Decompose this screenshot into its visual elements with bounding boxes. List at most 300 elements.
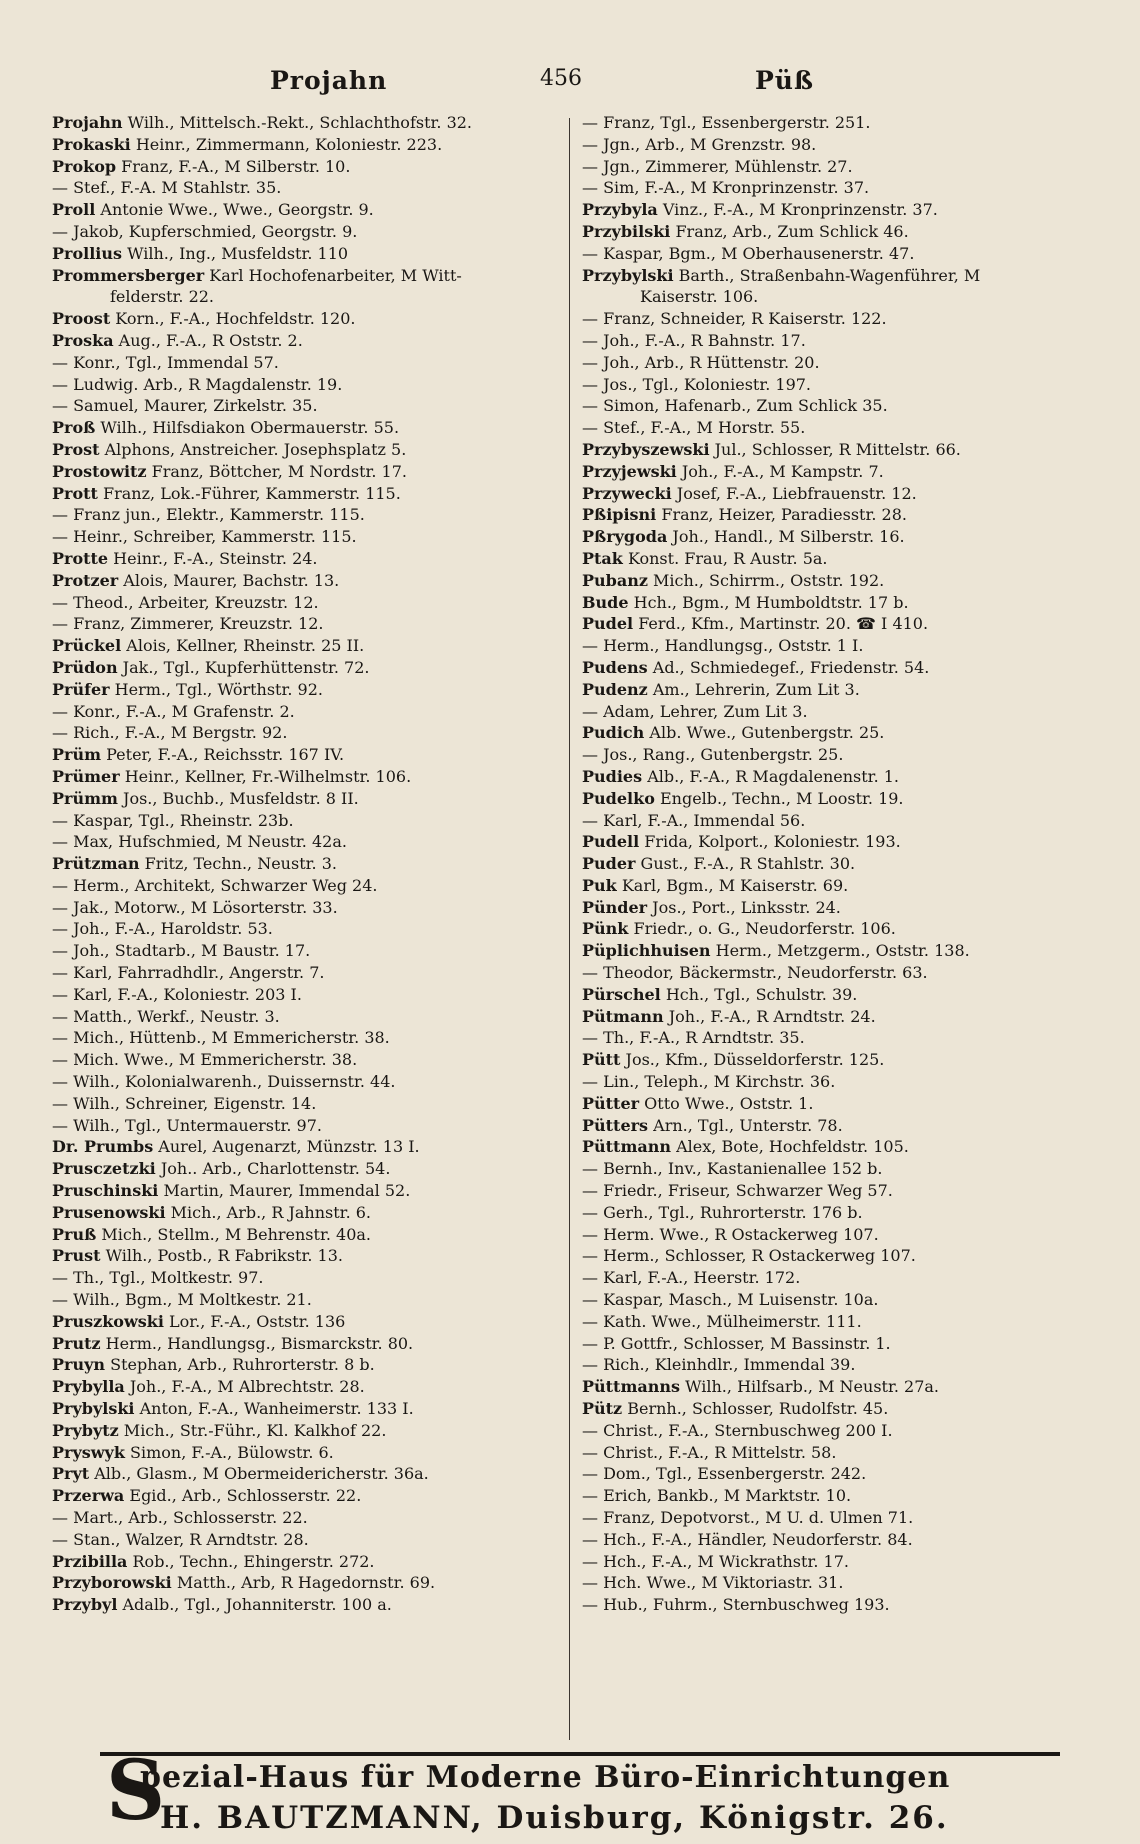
- entry-surname: Püplichhuisen: [582, 941, 711, 961]
- entry-details: Simon, F.-A., Bülowstr. 6.: [124, 1442, 334, 1462]
- directory-entry: [582, 1354, 1107, 1376]
- directory-entry: [52, 1354, 572, 1376]
- directory-entry: [582, 1289, 1107, 1311]
- directory-entry: [582, 613, 1107, 635]
- entry-details: Alb. Wwe., Gutenbergstr. 25.: [644, 723, 885, 743]
- entry-details: Alb., F.-A., R Magdalenenstr. 1.: [642, 766, 900, 786]
- entry-details: — Joh., Stadtarb., M Baustr. 17.: [52, 941, 311, 961]
- phone-number: I 410.: [881, 614, 929, 634]
- entry-details: Jos., Kfm., Düsseldorferstr. 125.: [620, 1050, 885, 1070]
- entry-details: Anton, F.-A., Wanheimerstr. 133 I.: [134, 1399, 414, 1419]
- directory-entry: [582, 1049, 1107, 1071]
- directory-entry: [582, 1333, 1107, 1355]
- entry-details: — Jakob, Kupferschmied, Georgstr. 9.: [52, 221, 358, 241]
- entry-details: — Gerh., Tgl., Ruhrorterstr. 176 b.: [582, 1202, 863, 1222]
- directory-entry: [52, 1027, 572, 1049]
- directory-entry: [52, 483, 572, 505]
- entry-surname: Pütz: [582, 1399, 623, 1419]
- directory-entry: [582, 177, 1107, 199]
- entry-surname: Pudens: [582, 657, 648, 677]
- directory-entry: [52, 395, 572, 417]
- entry-details: Jak., Tgl., Kupferhüttenstr. 72.: [117, 657, 370, 677]
- entry-details: Wilh., Ing., Musfeldstr. 110: [122, 243, 349, 263]
- right-column: [582, 112, 1107, 1747]
- header-left-keyword: Projahn: [270, 66, 388, 95]
- entry-details: — Konr., F.-A., M Grafenstr. 2.: [52, 701, 295, 721]
- entry-details: — Wilh., Bgm., M Moltkestr. 21.: [52, 1290, 312, 1310]
- entry-details: Jul., Schlosser, R Mittelstr. 66.: [709, 439, 961, 459]
- directory-entry: [582, 1245, 1107, 1267]
- entry-surname: Pütt: [582, 1050, 621, 1070]
- entry-surname: Pünder: [582, 897, 648, 917]
- directory-entry: [582, 1224, 1107, 1246]
- directory-entry: [582, 679, 1107, 701]
- directory-entry: [52, 1463, 572, 1485]
- entry-details: — Th., Tgl., Moltkestr. 97.: [52, 1268, 264, 1288]
- entry-surname: Pruszkowski: [52, 1311, 164, 1331]
- directory-entry: [582, 461, 1107, 483]
- directory-entry: [52, 1572, 572, 1594]
- directory-entry: [582, 1398, 1107, 1420]
- directory-entry: [582, 1006, 1107, 1028]
- directory-entry: [52, 766, 572, 788]
- entry-details: felderstr. 22.: [110, 287, 215, 307]
- entry-details: — Joh., Arb., R Hüttenstr. 20.: [582, 352, 820, 372]
- entry-details: Mich., Str.-Führ., Kl. Kalkhof 22.: [118, 1420, 387, 1440]
- entry-details: — Hch., F.-A., Händler, Neudorferstr. 84.: [582, 1529, 913, 1549]
- entry-surname: Przybyl: [52, 1595, 118, 1615]
- directory-entry: [52, 875, 572, 897]
- directory-entry: [52, 1224, 572, 1246]
- directory-entry: [52, 177, 572, 199]
- directory-entry: [52, 1333, 572, 1355]
- entry-surname: Przyjewski: [582, 461, 677, 481]
- directory-entry: [52, 156, 572, 178]
- entry-surname: Protzer: [52, 570, 119, 590]
- entry-details: Kaiserstr. 106.: [640, 287, 759, 307]
- entry-details: — Karl, F.-A., Heerstr. 172.: [582, 1268, 801, 1288]
- directory-entry: [52, 265, 572, 287]
- entry-details: — Herm., Handlungsg., Oststr. 1 I.: [582, 636, 864, 656]
- entry-surname: Prust: [52, 1246, 101, 1266]
- entry-surname: Pudel: [582, 614, 634, 634]
- directory-entry: [52, 243, 572, 265]
- entry-details: Mich., Arb., R Jahnstr. 6.: [165, 1202, 372, 1222]
- entry-details: — Hch., F.-A., M Wickrathstr. 17.: [582, 1551, 849, 1571]
- directory-entry: [582, 526, 1107, 548]
- entry-surname: Pudelko: [582, 788, 655, 808]
- directory-entry: [52, 940, 572, 962]
- directory-entry: [582, 221, 1107, 243]
- entry-details: — Joh., F.-A., R Bahnstr. 17.: [582, 330, 806, 350]
- directory-entry: [582, 504, 1107, 526]
- entry-surname: Prott: [52, 483, 98, 503]
- directory-entry: [52, 1006, 572, 1028]
- entry-details: Herm., Handlungsg., Bismarckstr. 80.: [100, 1333, 414, 1353]
- directory-entry: [52, 1551, 572, 1573]
- directory-entry: [582, 722, 1107, 744]
- directory-entry: [52, 897, 572, 919]
- entry-surname: Proost: [52, 309, 111, 329]
- directory-entry: [582, 1551, 1107, 1573]
- ad-line-1: pezial-Haus für Moderne Büro-Einrichtungen: [140, 1760, 951, 1795]
- entry-details: — Jos., Rang., Gutenbergstr. 25.: [582, 745, 844, 765]
- entry-surname: Pruß: [52, 1224, 97, 1244]
- entry-details: — Matth., Werkf., Neustr. 3.: [52, 1006, 280, 1026]
- entry-details: Engelb., Techn., M Loostr. 19.: [654, 788, 904, 808]
- entry-surname: Prommersberger: [52, 265, 205, 285]
- entry-details: Stephan, Arb., Ruhrorterstr. 8 b.: [105, 1355, 375, 1375]
- entry-surname: Prüfer: [52, 679, 110, 699]
- entry-surname: Pßrygoda: [582, 527, 668, 547]
- entry-details: — Christ., F.-A., R Mittelstr. 58.: [582, 1442, 837, 1462]
- entry-details: Wilh., Hilfsarb., M Neustr. 27a.: [680, 1377, 939, 1397]
- entry-surname: Puk: [582, 875, 617, 895]
- entry-details: Ad., Schmiedegef., Friedenstr. 54.: [647, 657, 930, 677]
- entry-details: — Christ., F.-A., Sternbuschweg 200 I.: [582, 1420, 893, 1440]
- entry-surname: Prümer: [52, 766, 120, 786]
- entry-details: — Mich. Wwe., M Emmericherstr. 38.: [52, 1050, 358, 1070]
- entry-details: Joh.. Arb., Charlottenstr. 54.: [155, 1159, 391, 1179]
- directory-entry: [582, 853, 1107, 875]
- entry-surname: Przybilski: [582, 221, 671, 241]
- entry-surname: Pßipisni: [582, 505, 657, 525]
- telephone-icon: ☎: [850, 614, 882, 634]
- directory-entry: [52, 1049, 572, 1071]
- entry-surname: Prusenowski: [52, 1202, 166, 1222]
- entry-details: Am., Lehrerin, Zum Lit 3.: [647, 679, 860, 699]
- entry-details: Barth., Straßenbahn-Wagenführer, M: [673, 265, 981, 285]
- entry-details: — Simon, Hafenarb., Zum Schlick 35.: [582, 396, 888, 416]
- entry-details: Herm., Metzgerm., Oststr. 138.: [710, 941, 970, 961]
- directory-entry: [52, 439, 572, 461]
- directory-entry: [582, 1202, 1107, 1224]
- entry-details: — Max, Hufschmied, M Neustr. 42a.: [52, 832, 347, 852]
- entry-surname: Pünk: [582, 919, 629, 939]
- directory-entry: [52, 134, 572, 156]
- directory-entry: [582, 483, 1107, 505]
- directory-entry: [582, 265, 1107, 287]
- entry-details: — Wilh., Kolonialwarenh., Duissernstr. 44.: [52, 1072, 396, 1092]
- entry-details: Alois, Kellner, Rheinstr. 25 II.: [121, 636, 365, 656]
- entry-details: Karl, Bgm., M Kaiserstr. 69.: [616, 875, 849, 895]
- directory-entry: [52, 1093, 572, 1115]
- directory-entry: [582, 1507, 1107, 1529]
- directory-entry: [52, 548, 572, 570]
- entry-details: Korn., F.-A., Hochfeldstr. 120.: [110, 309, 356, 329]
- entry-details: Wilh., Mittelsch.-Rekt., Schlachthofstr. 32.: [122, 113, 473, 132]
- entry-details: Joh., F.-A., M Albrechtstr. 28.: [124, 1377, 365, 1397]
- entry-details: Lor., F.-A., Oststr. 136: [163, 1311, 346, 1331]
- directory-entry: [52, 1529, 572, 1551]
- entry-surname: Pruyn: [52, 1355, 106, 1375]
- entry-details: — Franz, Zimmerer, Kreuzstr. 12.: [52, 614, 324, 634]
- entry-details: — Franz, Depotvorst., M U. d. Ulmen 71.: [582, 1508, 914, 1527]
- directory-entry: [582, 918, 1107, 940]
- directory-entry: [582, 1158, 1107, 1180]
- entry-details: Franz, Arb., Zum Schlick 46.: [670, 221, 909, 241]
- directory-entry: [582, 1485, 1107, 1507]
- entry-surname: Pürschel: [582, 984, 661, 1004]
- entry-surname: Przybyla: [582, 200, 658, 220]
- directory-entry: [52, 679, 572, 701]
- directory-entry: [582, 897, 1107, 919]
- entry-details: Herm., Tgl., Wörthstr. 92.: [109, 679, 323, 699]
- entry-surname: Proß: [52, 418, 96, 438]
- directory-entry: [582, 788, 1107, 810]
- directory-entry: [52, 1420, 572, 1442]
- directory-entry: [52, 374, 572, 396]
- entry-details: Franz, Böttcher, M Nordstr. 17.: [146, 461, 407, 481]
- entry-details: — Kaspar, Bgm., M Oberhausenerstr. 47.: [582, 243, 915, 263]
- directory-entry: [52, 831, 572, 853]
- directory-entry: [582, 1572, 1107, 1594]
- entry-details: — Karl, F.-A., Koloniestr. 203 I.: [52, 984, 302, 1004]
- directory-entry: [52, 570, 572, 592]
- directory-entry: [52, 962, 572, 984]
- directory-entry: [52, 352, 572, 374]
- entry-details: Jos., Port., Linksstr. 24.: [647, 897, 841, 917]
- entry-details: — Kaspar, Masch., M Luisenstr. 10a.: [582, 1290, 879, 1310]
- entry-details: — Karl, F.-A., Immendal 56.: [582, 810, 806, 830]
- page-header: [0, 66, 1140, 106]
- ad-line-2: H. BAUTZMANN, Duisburg, Königstr. 26.: [160, 1800, 949, 1836]
- entry-surname: Pudies: [582, 766, 643, 786]
- directory-entry: [582, 810, 1107, 832]
- page-number: 456: [540, 66, 582, 91]
- directory-entry: [582, 374, 1107, 396]
- entry-surname: Pudenz: [582, 679, 648, 699]
- entry-surname: Przybyszewski: [582, 439, 710, 459]
- directory-entry: [52, 1594, 572, 1616]
- entry-details: Adalb., Tgl., Johanniterstr. 100 a.: [117, 1595, 392, 1615]
- entry-details: — Dom., Tgl., Essenbergerstr. 242.: [582, 1464, 867, 1484]
- directory-entry: [582, 962, 1107, 984]
- entry-details: — Wilh., Schreiner, Eigenstr. 14.: [52, 1093, 317, 1113]
- directory-entry: [52, 1245, 572, 1267]
- entry-details: Franz, Lok.-Führer, Kammerstr. 115.: [97, 483, 401, 503]
- directory-entry: [52, 1376, 572, 1398]
- directory-entry: [582, 831, 1107, 853]
- directory-entry: [582, 1071, 1107, 1093]
- directory-entry: [52, 526, 572, 548]
- entry-surname: Prutz: [52, 1333, 101, 1353]
- entry-surname: Püttmann: [582, 1137, 672, 1157]
- entry-details: — Lin., Teleph., M Kirchstr. 36.: [582, 1072, 836, 1092]
- directory-entry: [582, 1093, 1107, 1115]
- directory-entry: [52, 1158, 572, 1180]
- entry-details: Otto Wwe., Oststr. 1.: [639, 1093, 814, 1113]
- directory-entry: [52, 221, 572, 243]
- entry-details: — Adam, Lehrer, Zum Lit 3.: [582, 701, 808, 721]
- directory-entry: [52, 286, 572, 308]
- entry-details: — Jgn., Arb., M Grenzstr. 98.: [582, 134, 817, 154]
- directory-entry: [582, 308, 1107, 330]
- entry-details: — Mich., Hüttenb., M Emmericherstr. 38.: [52, 1028, 390, 1048]
- directory-entry: [52, 1311, 572, 1333]
- entry-details: Franz, F.-A., M Silberstr. 10.: [116, 156, 351, 176]
- entry-surname: Proll: [52, 200, 96, 220]
- entry-surname: Prümm: [52, 788, 118, 808]
- entry-details: Heinr., F.-A., Steinstr. 24.: [108, 548, 318, 568]
- directory-entry: [52, 788, 572, 810]
- entry-details: Arn., Tgl., Unterstr. 78.: [648, 1115, 843, 1135]
- directory-entry: [582, 570, 1107, 592]
- directory-entry: [582, 1115, 1107, 1137]
- entry-details: — Stef., F.-A. M Stahlstr. 35.: [52, 178, 282, 198]
- directory-entry: [582, 657, 1107, 679]
- entry-details: — Theod., Arbeiter, Kreuzstr. 12.: [52, 592, 319, 612]
- directory-entry: [582, 286, 1107, 308]
- entry-details: — Jgn., Zimmerer, Mühlenstr. 27.: [582, 156, 853, 176]
- directory-entry: [582, 156, 1107, 178]
- directory-entry: [52, 1136, 572, 1158]
- directory-entry: [582, 1442, 1107, 1464]
- directory-entry: [582, 112, 1107, 134]
- directory-entry: [582, 1376, 1107, 1398]
- directory-entry: [52, 592, 572, 614]
- directory-entry: [582, 744, 1107, 766]
- entry-details: Alb., Glasm., M Obermeidericherstr. 36a.: [89, 1464, 429, 1484]
- directory-entry: [52, 1398, 572, 1420]
- directory-entry: [52, 1071, 572, 1093]
- entry-surname: Przibilla: [52, 1551, 128, 1571]
- entry-surname: Pruschinski: [52, 1181, 159, 1201]
- directory-entry: [582, 1529, 1107, 1551]
- entry-details: Aug., F.-A., R Oststr. 2.: [113, 330, 303, 350]
- entry-details: — Kaspar, Tgl., Rheinstr. 23b.: [52, 810, 294, 830]
- entry-surname: Pütters: [582, 1115, 649, 1135]
- entry-details: — Herm., Architekt, Schwarzer Weg 24.: [52, 875, 378, 895]
- directory-entry: [52, 1115, 572, 1137]
- directory-entry: [52, 701, 572, 723]
- directory-entry: [582, 1180, 1107, 1202]
- entry-details: — Hub., Fuhrm., Sternbuschweg 193.: [582, 1595, 890, 1615]
- directory-entry: [582, 243, 1107, 265]
- entry-details: Hch., Tgl., Schulstr. 39.: [660, 984, 858, 1004]
- entry-details: — Konr., Tgl., Immendal 57.: [52, 352, 279, 372]
- directory-entry: [582, 439, 1107, 461]
- directory-entry: [582, 875, 1107, 897]
- directory-entry: [582, 395, 1107, 417]
- entry-details: — Franz, Tgl., Essenbergerstr. 251.: [582, 113, 871, 132]
- entry-surname: Bude: [582, 592, 629, 612]
- entry-surname: Pryswyk: [52, 1442, 125, 1462]
- entry-surname: Prüdon: [52, 657, 118, 677]
- entry-details: — Jos., Tgl., Koloniestr. 197.: [582, 374, 812, 394]
- entry-surname: Prusczetzki: [52, 1159, 156, 1179]
- directory-entry: [582, 701, 1107, 723]
- entry-surname: Ptak: [582, 548, 623, 568]
- entry-surname: Prybylla: [52, 1377, 125, 1397]
- entry-surname: Püttmanns: [582, 1377, 681, 1397]
- entry-details: — Rich., Kleinhdlr., Immendal 39.: [582, 1355, 856, 1375]
- entry-details: — Joh., F.-A., Haroldstr. 53.: [52, 919, 273, 939]
- entry-details: — Franz, Schneider, R Kaiserstr. 122.: [582, 309, 887, 329]
- directory-entry: [582, 635, 1107, 657]
- entry-details: Vinz., F.-A., M Kronprinzenstr. 37.: [657, 200, 938, 220]
- directory-entry: [582, 548, 1107, 570]
- entry-surname: Przybylski: [582, 265, 674, 285]
- directory-entry: [582, 940, 1107, 962]
- entry-surname: Prückel: [52, 636, 122, 656]
- entry-details: Peter, F.-A., Reichsstr. 167 IV.: [101, 745, 345, 765]
- advertisement-banner: [100, 1743, 1060, 1839]
- directory-entry: [52, 504, 572, 526]
- entry-details: Matth., Arb, R Hagedornstr. 69.: [171, 1573, 436, 1593]
- entry-details: — Hch. Wwe., M Viktoriastr. 31.: [582, 1573, 844, 1593]
- entry-details: Martin, Maurer, Immendal 52.: [158, 1181, 411, 1201]
- entry-surname: Protte: [52, 548, 109, 568]
- entry-details: Ferd., Kfm., Martinstr. 20.: [633, 614, 851, 634]
- entry-details: — Sim, F.-A., M Kronprinzenstr. 37.: [582, 178, 870, 198]
- left-column: [52, 112, 572, 1747]
- directory-entry: [582, 1420, 1107, 1442]
- entry-details: Rob., Techn., Ehingerstr. 272.: [127, 1551, 375, 1571]
- entry-details: Joh., Handl., M Silberstr. 16.: [667, 527, 905, 547]
- directory-entry: [582, 1594, 1107, 1616]
- directory-entry: [52, 1507, 572, 1529]
- header-right-keyword: Püß: [755, 66, 814, 95]
- entry-details: Franz, Heizer, Paradiesstr. 28.: [656, 505, 907, 525]
- entry-details: Karl Hochofenarbeiter, M Witt-: [204, 265, 462, 285]
- entry-surname: Projahn: [52, 113, 123, 132]
- entry-surname: Prollius: [52, 243, 123, 263]
- entry-details: Frida, Kolport., Koloniestr. 193.: [639, 832, 901, 852]
- entry-details: — Rich., F.-A., M Bergstr. 92.: [52, 723, 288, 743]
- entry-details: Antonie Wwe., Wwe., Georgstr. 9.: [95, 200, 374, 220]
- entry-details: — Friedr., Friseur, Schwarzer Weg 57.: [582, 1181, 893, 1201]
- directory-entry: [582, 330, 1107, 352]
- directory-entry: [52, 308, 572, 330]
- entry-details: Josef, F.-A., Liebfrauenstr. 12.: [671, 483, 917, 503]
- entry-details: — Herm. Wwe., R Ostackerweg 107.: [582, 1224, 879, 1244]
- directory-entry: [52, 744, 572, 766]
- entry-details: — Samuel, Maurer, Zirkelstr. 35.: [52, 396, 318, 416]
- entry-details: — Herm., Schlosser, R Ostackerweg 107.: [582, 1246, 916, 1266]
- directory-entry: [52, 613, 572, 635]
- entry-surname: Pütmann: [582, 1006, 664, 1026]
- entry-details: — P. Gottfr., Schlosser, M Bassinstr. 1.: [582, 1333, 891, 1353]
- entry-details: Wilh., Hilfsdiakon Obermauerstr. 55.: [95, 418, 400, 438]
- entry-surname: Prützman: [52, 854, 140, 874]
- entry-surname: Prostowitz: [52, 461, 147, 481]
- directory-entry: [582, 417, 1107, 439]
- entry-details: — Bernh., Inv., Kastanienallee 152 b.: [582, 1159, 883, 1179]
- entry-surname: Prybylski: [52, 1399, 135, 1419]
- directory-entry: [582, 1311, 1107, 1333]
- directory-entry: [52, 657, 572, 679]
- entry-details: Fritz, Techn., Neustr. 3.: [139, 854, 337, 874]
- directory-entry: [52, 112, 572, 134]
- entry-surname: Prokop: [52, 156, 117, 176]
- entry-surname: Pütter: [582, 1093, 640, 1113]
- directory-entry: [52, 635, 572, 657]
- directory-entry: [582, 352, 1107, 374]
- entry-details: Joh., F.-A., R Arndtstr. 24.: [663, 1006, 876, 1026]
- entry-details: Egid., Arb., Schlosserstr. 22.: [124, 1486, 362, 1506]
- entry-details: Friedr., o. G., Neudorferstr. 106.: [628, 919, 896, 939]
- directory-entry: [52, 330, 572, 352]
- entry-details: — Franz jun., Elektr., Kammerstr. 115.: [52, 505, 365, 525]
- entry-details: Gust., F.-A., R Stahlstr. 30.: [635, 854, 856, 874]
- directory-entry: [52, 1267, 572, 1289]
- entry-surname: Prybytz: [52, 1420, 119, 1440]
- entry-surname: Przyborowski: [52, 1573, 172, 1593]
- entry-details: — Theodor, Bäckermstr., Neudorferstr. 63.: [582, 963, 928, 983]
- entry-surname: Pryt: [52, 1464, 90, 1484]
- entry-surname: Przywecki: [582, 483, 672, 503]
